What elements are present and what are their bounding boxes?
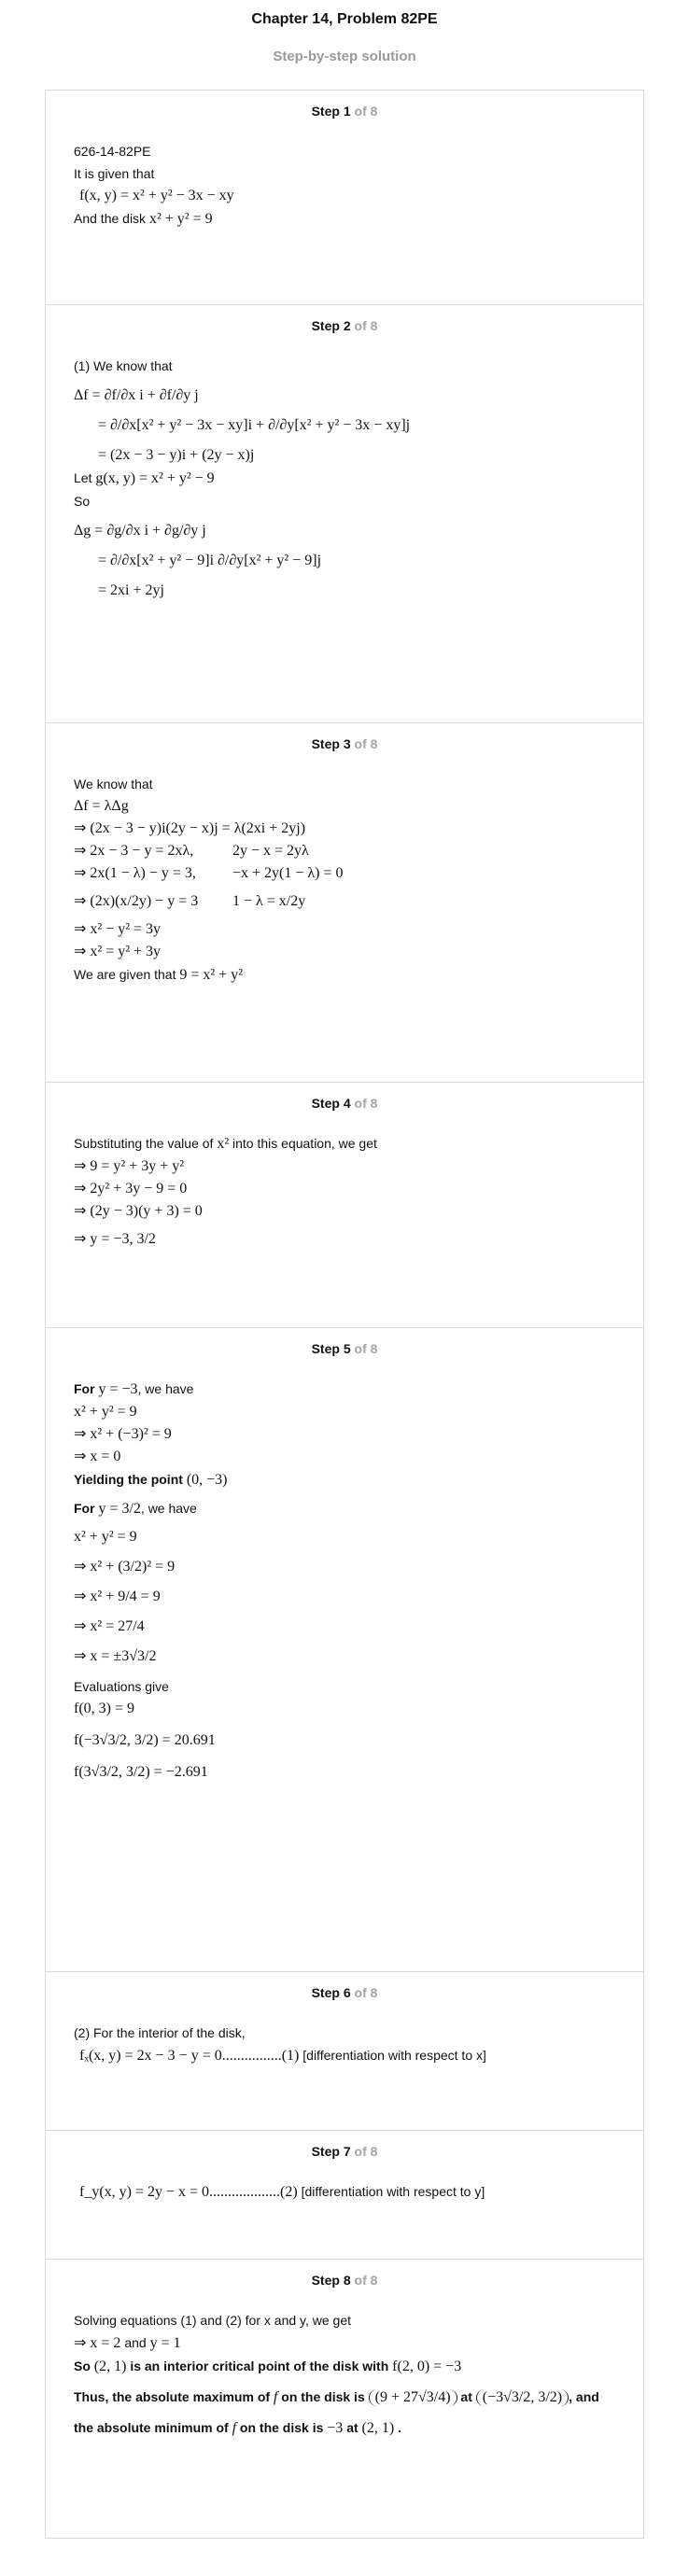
equation: ⇒ (2x − 3 − y)i(2y − x)j = λ(2xi + 2yj): [74, 820, 306, 836]
equation: g(x, y) = x² + y² − 9: [95, 470, 215, 486]
step-text: at: [460, 2389, 472, 2404]
step-8: [46, 2260, 643, 2538]
equation: ⇒ y = −3,: [74, 1231, 134, 1247]
step-text: on the disk is: [281, 2389, 365, 2404]
equation: ⇒ 2y² + 3y − 9 = 0: [74, 1181, 188, 1197]
step-number: 4: [343, 1096, 351, 1111]
equation: x² + y² = 9: [74, 1529, 137, 1545]
step-number: 7: [343, 2144, 351, 2159]
step-header: [74, 2273, 615, 2288]
step-text: We know that: [74, 777, 153, 791]
step-text-with-equation: [74, 2388, 615, 2406]
equation: 3/2: [136, 1231, 156, 1247]
step-text-with-equation: [74, 1500, 615, 1518]
step-text-with-equation: [74, 2183, 615, 2201]
step-number: 3: [343, 736, 351, 751]
equation: (0, −3): [186, 1472, 228, 1488]
equation: f(0, 3) = 9: [74, 1701, 135, 1716]
step-label: Step: [311, 104, 340, 119]
step-text: .: [398, 2420, 401, 2436]
equation: −3: [327, 2420, 344, 2437]
problem-id: 626-14-82PE: [74, 144, 151, 159]
equation: = 2xi + 2yj: [98, 582, 164, 598]
step-text-with-equation: [74, 1471, 615, 1489]
step-4: [46, 1083, 643, 1328]
equation: (9 + 27√3/4): [369, 2389, 457, 2406]
step-label: Step: [311, 1341, 340, 1356]
step-text: the absolute minimum of: [74, 2420, 229, 2436]
equation: 9 = x² + y²: [179, 967, 244, 983]
equation: = ∂/∂x[x² + y² − 3x − xy]i + ∂/∂y[x² + y² − 3x − xy]j: [98, 417, 411, 433]
step-text: , we have: [140, 1501, 197, 1516]
step-of-total: of 8: [354, 1341, 378, 1356]
step-text: , we have: [137, 1381, 194, 1396]
step-text: on the disk is: [239, 2420, 324, 2436]
step-3: [46, 723, 643, 1083]
step-of-total: of 8: [354, 736, 378, 751]
step-label: Step: [311, 736, 340, 751]
step-text: So: [74, 494, 91, 509]
step-text-with-equation: [74, 2358, 615, 2375]
equation: fₓ(x, y) = 2x − 3 − y = 0................(1): [79, 2048, 300, 2064]
step-text: Let: [74, 470, 92, 485]
step-text: Evaluations give: [74, 1679, 169, 1694]
step-text: Substituting the value of: [74, 1136, 214, 1151]
step-text: and: [124, 2335, 147, 2350]
equation: ⇒ x = 0: [74, 1449, 121, 1464]
step-text-with-equation: [74, 2334, 615, 2352]
step-text: [differentiation with respect to x]: [302, 2048, 486, 2063]
equation: ⇒ x = 2: [74, 2335, 121, 2351]
step-of-total: of 8: [354, 318, 378, 333]
step-2: [46, 305, 643, 723]
step-text: And the disk: [74, 211, 147, 226]
step-number: 6: [343, 1985, 351, 2000]
step-label: Step: [311, 2273, 340, 2288]
step-header: [74, 1341, 615, 1356]
equation: = (2x − 3 − y)i + (2y − x)j: [98, 447, 255, 463]
equation: ⇒ 2x(1 − λ) − y = 3,: [74, 865, 196, 881]
step-text-with-equation: [74, 1135, 615, 1153]
step-7: [46, 2131, 643, 2260]
equation-pair: [74, 865, 615, 882]
equation: f(−3√3/2, 3/2) = 20.691: [74, 1732, 216, 1748]
step-header: [74, 318, 615, 333]
step-number: 5: [343, 1341, 351, 1356]
equation: Δf = ∂f/∂x i + ∂f/∂y j: [74, 387, 199, 403]
step-of-total: of 8: [354, 2144, 378, 2159]
step-text-with-equation: [74, 210, 615, 228]
step-1: [46, 91, 643, 305]
equation: ⇒ x² + 9/4 = 9: [74, 1589, 161, 1604]
step-label: Step: [311, 1096, 340, 1111]
step-header: [74, 736, 615, 751]
step-text: (1) We know that: [74, 358, 173, 373]
equation: Δg = ∂g/∂x i + ∂g/∂y j: [74, 523, 206, 539]
step-text-with-equation: [74, 2047, 615, 2065]
equation: 1 − λ = x/2y: [232, 893, 306, 909]
equation: (2, 1): [361, 2420, 395, 2437]
step-text: into this equation, we get: [232, 1136, 377, 1151]
equation: x²: [217, 1136, 230, 1152]
step-of-total: of 8: [354, 1985, 378, 2000]
equation: x² + y² = 9: [74, 1404, 137, 1420]
step-text: So: [74, 2359, 91, 2373]
equation: ⇒ x² − y² = 3y: [74, 921, 162, 937]
step-text: , and: [569, 2389, 599, 2404]
step-text: Thus, the absolute maximum of: [74, 2389, 271, 2404]
step-label: Step: [311, 318, 340, 333]
equation: = ∂/∂x[x² + y² − 9]i ∂/∂y[x² + y² − 9]j: [98, 553, 322, 568]
equation: ⇒ (2y − 3)(y + 3) = 0: [74, 1203, 203, 1219]
step-number: 1: [343, 104, 351, 119]
step-5: [46, 1328, 643, 1972]
step-text: For: [74, 1501, 95, 1516]
equation: y = 3/2: [98, 1501, 141, 1517]
step-header: [74, 104, 615, 119]
step-text-with-equation: [74, 2419, 615, 2437]
equation: −x + 2y(1 − λ) = 0: [232, 865, 344, 881]
step-text: is an interior critical point of the disk with: [130, 2359, 389, 2373]
step-text: We are given that: [74, 967, 176, 982]
equation: ⇒ x² + (3/2)² = 9: [74, 1559, 176, 1575]
equation: 2y − x = 2yλ: [232, 843, 309, 859]
step-of-total: of 8: [354, 104, 378, 119]
step-header: [74, 2144, 615, 2159]
step-header: [74, 1985, 615, 2000]
equation: ⇒ x² = y² + 3y: [74, 944, 162, 959]
equation-pair: [74, 893, 615, 910]
equation: y = −3: [98, 1381, 138, 1397]
step-text-with-equation: [74, 966, 615, 984]
step-text: It is given that: [74, 166, 155, 181]
equation: f: [232, 2420, 237, 2437]
step-of-total: of 8: [354, 1096, 378, 1111]
step-text: Yielding the point: [74, 1472, 183, 1487]
page-subtitle: Step-by-step solution: [273, 49, 416, 64]
step-header: [74, 1096, 615, 1111]
equation: f(3√3/2, 3/2) = −2.691: [74, 1764, 208, 1780]
equation: (−3√3/2, 3/2): [476, 2389, 569, 2406]
equation: f_y(x, y) = 2y − x = 0...................(2): [79, 2184, 298, 2200]
page-title: Chapter 14, Problem 82PE: [251, 11, 438, 27]
step-number: 2: [343, 318, 351, 333]
equation: x² + y² = 9: [148, 211, 213, 227]
step-text: (2) For the interior of the disk,: [74, 2025, 246, 2040]
step-number: 8: [343, 2273, 351, 2288]
step-label: Step: [311, 1985, 340, 2000]
equation: ⇒ x = ±3√3/2: [74, 1648, 157, 1664]
step-text-with-equation: [74, 469, 615, 487]
equation: f: [273, 2389, 278, 2405]
equation: ⇒ 2x − 3 − y = 2xλ,: [74, 843, 194, 859]
equation: f(2, 0) = −3: [392, 2359, 462, 2374]
equation: f(x, y) = x² + y² − 3x − xy: [79, 188, 234, 203]
step-text: Solving equations (1) and (2) for x and y, we get: [74, 2313, 352, 2328]
step-text: [differentiation with respect to y]: [301, 2184, 485, 2199]
step-text: at: [346, 2420, 359, 2436]
equation: (2, 1): [93, 2359, 127, 2374]
equation-pair: [74, 843, 615, 860]
equation: y = 1: [149, 2335, 181, 2351]
step-text-with-equation: [74, 1380, 615, 1398]
step-text: For: [74, 1381, 95, 1396]
equation: ⇒ x² + (−3)² = 9: [74, 1426, 172, 1442]
step-label: Step: [311, 2144, 340, 2159]
step-of-total: of 8: [354, 2273, 378, 2288]
equation-pair: [74, 1231, 615, 1248]
equation: ⇒ (2x)(x/2y) − y = 3: [74, 893, 199, 909]
steps-container: [45, 90, 644, 2539]
equation: ⇒ 9 = y² + 3y + y²: [74, 1158, 185, 1174]
equation: Δf = λΔg: [74, 798, 129, 814]
step-6: [46, 1972, 643, 2131]
equation: ⇒ x² = 27/4: [74, 1618, 145, 1634]
